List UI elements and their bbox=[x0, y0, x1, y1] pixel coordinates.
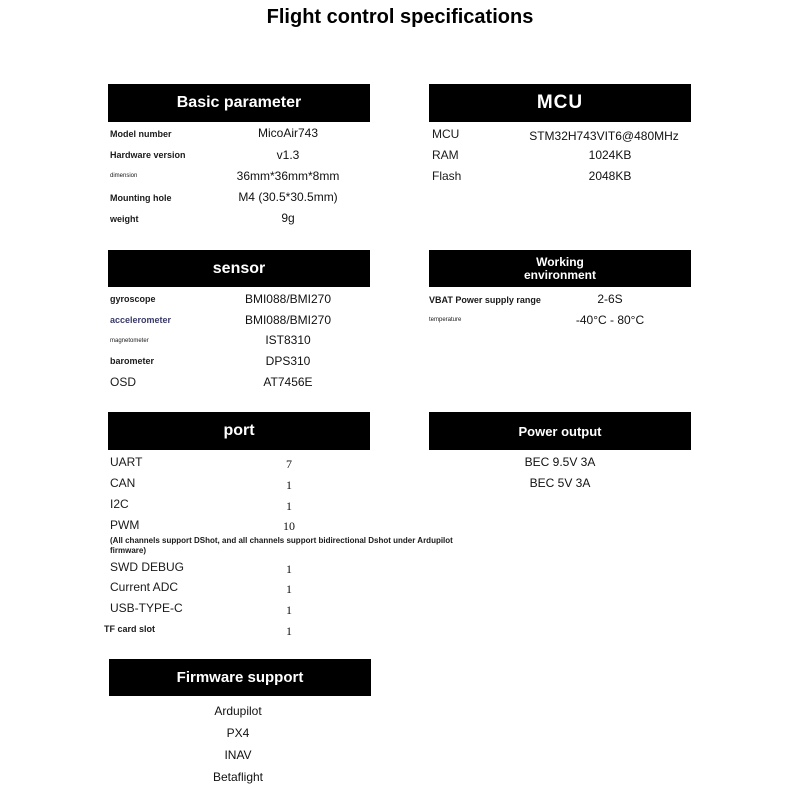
magnetometer-value: IST8310 bbox=[265, 333, 311, 347]
page-title: Flight control specifications bbox=[266, 6, 534, 28]
flash-value: 2048KB bbox=[588, 169, 632, 183]
swd-debug-label: SWD DEBUG bbox=[110, 560, 185, 574]
temperature-label: temperature bbox=[429, 317, 462, 323]
gyroscope-label: gyroscope bbox=[110, 294, 156, 304]
firmware-support-header-label: Firmware support bbox=[176, 669, 304, 686]
hardware-version-value: v1.3 bbox=[276, 148, 300, 162]
magnetometer-label: magnetometer bbox=[110, 338, 149, 344]
i2c-value: 1 bbox=[286, 499, 292, 513]
working-environment-header bbox=[429, 250, 691, 287]
i2c-label: I2C bbox=[110, 497, 129, 511]
accelerometer-value: BMI088/BMI270 bbox=[244, 313, 332, 327]
power-output-header bbox=[429, 412, 691, 450]
basic-parameter-header-label: Basic parameter bbox=[176, 94, 302, 111]
swd-debug-value: 1 bbox=[286, 562, 292, 576]
pwm-dshot-note: (All channels support DShot, and all channels support bidirectional Dshot under Ardupilot firmware) bbox=[110, 536, 453, 555]
tf-card-slot-label: TF card slot bbox=[104, 624, 156, 634]
firmware-item: Betaflight bbox=[212, 770, 264, 784]
osd-label: OSD bbox=[110, 375, 137, 389]
vbat-label: VBAT Power supply range bbox=[429, 295, 541, 305]
uart-value: 7 bbox=[286, 457, 292, 471]
power-output-item: BEC 9.5V 3A bbox=[524, 455, 596, 469]
dimension-label: dimension bbox=[110, 173, 138, 179]
mcu-header bbox=[429, 84, 691, 122]
firmware-item: Ardupilot bbox=[214, 704, 262, 718]
gyroscope-value: BMI088/BMI270 bbox=[244, 292, 332, 306]
current-adc-value: 1 bbox=[286, 582, 292, 596]
mcu-header-label: MCU bbox=[536, 92, 584, 113]
usb-type-c-label: USB-TYPE-C bbox=[110, 601, 183, 615]
working-environment-header-line1: Working bbox=[536, 254, 584, 269]
firmware-item: PX4 bbox=[226, 726, 250, 740]
basic-parameter-header bbox=[108, 84, 370, 122]
port-header-label: port bbox=[223, 422, 255, 439]
mcu-value: STM32H743VIT6@480MHz bbox=[529, 129, 679, 143]
hardware-version-label: Hardware version bbox=[110, 150, 186, 160]
mcu-label: MCU bbox=[432, 127, 460, 141]
barometer-label: barometer bbox=[110, 356, 155, 366]
temperature-value: -40°C - 80°C bbox=[575, 313, 645, 327]
power-output-header-label: Power output bbox=[518, 423, 602, 439]
firmware-item: INAV bbox=[224, 748, 252, 762]
weight-label: weight bbox=[110, 214, 139, 224]
working-environment-header-line2: environment bbox=[523, 267, 596, 282]
pwm-value: 10 bbox=[283, 519, 295, 533]
sensor-header-label: sensor bbox=[212, 259, 266, 277]
mounting-hole-label: Mounting hole bbox=[110, 193, 172, 203]
pwm-label: PWM bbox=[110, 518, 140, 532]
mounting-hole-value: M4 (30.5*30.5mm) bbox=[238, 190, 338, 204]
port-header bbox=[108, 412, 370, 450]
can-label: CAN bbox=[110, 476, 136, 490]
current-adc-label: Current ADC bbox=[110, 580, 179, 594]
osd-value: AT7456E bbox=[263, 375, 313, 389]
firmware-support-header bbox=[109, 659, 371, 696]
power-output-item: BEC 5V 3A bbox=[529, 476, 591, 490]
ram-label: RAM bbox=[432, 148, 459, 162]
barometer-value: DPS310 bbox=[265, 354, 311, 368]
usb-type-c-value: 1 bbox=[286, 603, 292, 617]
vbat-value: 2-6S bbox=[597, 292, 623, 306]
model-number-label: Model number bbox=[110, 129, 172, 139]
tf-card-slot-value: 1 bbox=[286, 624, 292, 638]
weight-value: 9g bbox=[281, 211, 295, 225]
model-number-value: MicoAir743 bbox=[257, 126, 319, 140]
dimension-value: 36mm*36mm*8mm bbox=[236, 169, 340, 183]
ram-value: 1024KB bbox=[588, 148, 632, 162]
flash-label: Flash bbox=[432, 169, 462, 183]
can-value: 1 bbox=[286, 478, 292, 492]
uart-label: UART bbox=[110, 455, 143, 469]
sensor-header bbox=[108, 250, 370, 287]
accelerometer-label: accelerometer bbox=[110, 315, 172, 325]
